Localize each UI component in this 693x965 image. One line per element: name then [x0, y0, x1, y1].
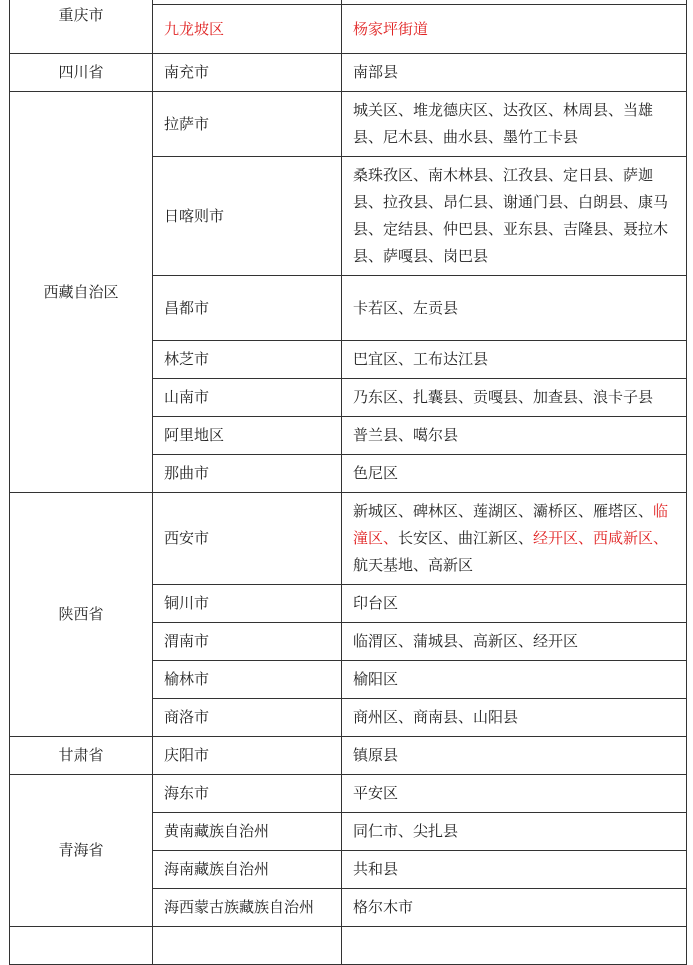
city-cell: 林芝市 [153, 341, 342, 379]
district-cell: 巴宜区、工布达江县 [342, 341, 687, 379]
district-cell: 乃东区、扎囊县、贡嘎县、加查县、浪卡子县 [342, 379, 687, 417]
table-row [10, 737, 687, 775]
city-cell: 海南藏族自治州 [153, 851, 342, 889]
city-cell: 九龙坡区 [153, 5, 342, 54]
province-cell: 四川省 [10, 54, 153, 92]
district-cell: 榆阳区 [342, 661, 687, 699]
province-cell: 青海省 [10, 775, 153, 927]
district-cell: 色尼区 [342, 455, 687, 493]
district-cell: 杨家坪街道 [342, 5, 687, 54]
district-cell [342, 493, 687, 585]
province-cell [10, 927, 153, 965]
city-cell: 黄南藏族自治州 [153, 813, 342, 851]
city-cell: 日喀则市 [153, 157, 342, 276]
district-cell: 格尔木市 [342, 889, 687, 927]
city-cell [153, 927, 342, 965]
district-cell: 镇原县 [342, 737, 687, 775]
table-row [10, 775, 687, 813]
city-cell: 昌都市 [153, 276, 342, 341]
city-cell: 海西蒙古族藏族自治州 [153, 889, 342, 927]
city-cell: 拉萨市 [153, 92, 342, 157]
district-cell: 临渭区、蒲城县、高新区、经开区 [342, 623, 687, 661]
table-row [10, 927, 687, 965]
district-cell: 桑珠孜区、南木林县、江孜县、定日县、萨迦县、拉孜县、昂仁县、谢通门县、白朗县、康马县、定结县、仲巴县、亚东县、吉隆县、聂拉木县、萨嘎县、岗巴县 [342, 157, 687, 276]
table-row [10, 54, 687, 92]
region-table [9, 0, 687, 965]
province-cell: 重庆市 [10, 0, 153, 54]
district-text: 新城区、碑林区、莲湖区、灞桥区、雁塔区、 [353, 502, 654, 520]
province-cell: 陕西省 [10, 493, 153, 737]
district-text: 航天基地、高新区 [353, 556, 474, 574]
district-cell: 共和县 [342, 851, 687, 889]
district-cell [342, 927, 687, 965]
city-cell: 庆阳市 [153, 737, 342, 775]
city-cell: 山南市 [153, 379, 342, 417]
district-cell: 南部县 [342, 54, 687, 92]
district-cell: 商州区、商南县、山阳县 [342, 699, 687, 737]
district-cell: 印台区 [342, 585, 687, 623]
district-cell: 同仁市、尖扎县 [342, 813, 687, 851]
table-row [10, 493, 687, 585]
city-cell: 渭南市 [153, 623, 342, 661]
district-cell: 平安区 [342, 775, 687, 813]
city-cell: 铜川市 [153, 585, 342, 623]
city-cell: 西安市 [153, 493, 342, 585]
province-cell: 西藏自治区 [10, 92, 153, 493]
table-row [10, 92, 687, 157]
city-cell: 阿里地区 [153, 417, 342, 455]
city-cell: 榆林市 [153, 661, 342, 699]
city-cell: 海东市 [153, 775, 342, 813]
district-cell: 卡若区、左贡县 [342, 276, 687, 341]
district-text: 长安区、曲江新区、 [398, 529, 534, 547]
district-cell: 城关区、堆龙德庆区、达孜区、林周县、当雄县、尼木县、曲水县、墨竹工卡县 [342, 92, 687, 157]
district-text-highlight: 临潼区、 [353, 502, 669, 547]
province-cell: 甘肃省 [10, 737, 153, 775]
city-cell: 南充市 [153, 54, 342, 92]
district-cell: 普兰县、噶尔县 [342, 417, 687, 455]
district-text-highlight: 经开区、西咸新区、 [533, 529, 669, 547]
city-cell: 商洛市 [153, 699, 342, 737]
city-cell: 那曲市 [153, 455, 342, 493]
